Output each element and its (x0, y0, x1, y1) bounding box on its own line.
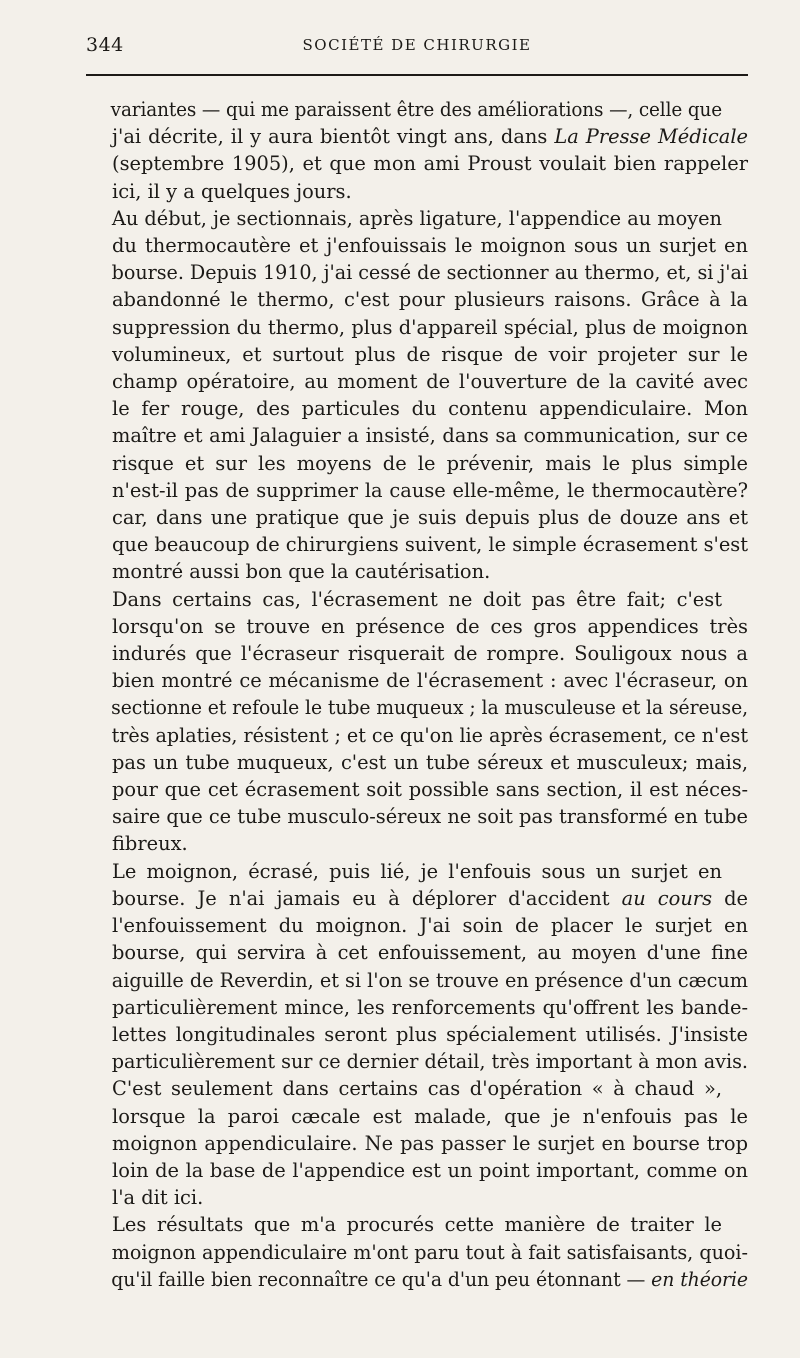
italic-text: en théorie (651, 1267, 748, 1291)
text-line: suppression du thermo, plus d'appareil spécial, plus de moignon (112, 315, 748, 339)
text-line: l'a dit ici. (112, 1186, 204, 1210)
paragraph (86, 96, 748, 205)
text-line: maître et ami Jalaguier a insisté, dans sa communication, sur ce (112, 424, 748, 448)
text-line: bourse. Je n'ai jamais eu à déplorer d'accident au cours de (112, 886, 748, 910)
paragraph (86, 858, 748, 1076)
text-line: variantes — qui me paraissent être des améliorations —, celle que (110, 98, 722, 121)
text-line: Le moignon, écrasé, puis lié, je l'enfouis sous un surjet en (112, 859, 722, 883)
text-line: l'enfouissement du moignon. J'ai soin de placer le surjet en (112, 914, 748, 938)
text-line: très aplaties, résistent ; et ce qu'on lie après écrasement, ce n'est (111, 723, 748, 747)
paragraph (86, 1211, 748, 1293)
text-line: C'est seulement dans certains cas d'opération « à chaud », (112, 1077, 722, 1101)
text-line: n'est-il pas de supprimer la cause elle-même, le thermocautère? (112, 478, 748, 502)
text-line: que beaucoup de chirurgiens suivent, le simple écrasement s'est (111, 533, 748, 557)
text-line: particulièrement sur ce dernier détail, très important à mon avis. (111, 1050, 748, 1074)
text-line: loin de la base de l'appendice est un point important, comme on (112, 1158, 748, 1182)
text-line: Les résultats que m'a procurés cette manière de traiter le (112, 1213, 722, 1237)
text-line: aiguille de Reverdin, et si l'on se trouve en présence d'un cæcum (111, 968, 748, 992)
text-line: pour que cet écrasement soit possible sans section, il est néces- (112, 778, 748, 802)
paragraph (86, 586, 748, 858)
text-line: particulièrement mince, les renforcements qu'offrent les bande- (112, 995, 748, 1019)
text-line: champ opératoire, au moment de l'ouverture de la cavité avec (112, 370, 748, 394)
text-line: moignon appendiculaire m'ont paru tout à fait satisfaisants, quoi- (111, 1240, 748, 1264)
header-rule (86, 74, 748, 76)
text-line: (septembre 1905), et que mon ami Proust voulait bien rappeler (112, 152, 748, 176)
text-line: pas un tube muqueux, c'est un tube séreux et musculeux; mais, (112, 750, 748, 774)
text-line: lorsque la paroi cæcale est malade, que je n'enfouis pas le (112, 1104, 748, 1128)
text-line: sectionne et refoule le tube muqueux ; la musculeuse et la séreuse, (111, 696, 749, 720)
text-line: j'ai décrite, il y aura bientôt vingt ans, dans La Presse Médicale (112, 125, 748, 149)
running-head (86, 34, 748, 58)
page-number: 344 (86, 34, 124, 56)
text-line: bourse. Depuis 1910, j'ai cessé de sectionner au thermo, et, si j'ai (111, 261, 748, 285)
paragraph (86, 1075, 748, 1211)
text-line: qu'il faille bien reconnaître ce qu'a d'un peu étonnant — en théorie (111, 1267, 748, 1291)
text-line: bien montré ce mécanisme de l'écrasement : avec l'écraseur, on (112, 669, 748, 693)
text-line: bourse, qui servira à cet enfouissement, au moyen d'une fine (112, 941, 748, 965)
text-line: volumineux, et surtout plus de risque de voir projeter sur le (112, 342, 748, 366)
text-line: car, dans une pratique que je suis depuis plus de douze ans et (112, 506, 748, 530)
italic-text: au cours (621, 886, 713, 910)
text-line: le fer rouge, des particules du contenu appendiculaire. Mon (112, 397, 748, 421)
text-line: abandonné le thermo, c'est pour plusieurs raisons. Grâce à la (112, 288, 748, 312)
text-line: lorsqu'on se trouve en présence de ces gros appendices très (112, 614, 748, 638)
text-line: moignon appendiculaire. Ne pas passer le surjet en bourse trop (112, 1131, 748, 1155)
text-line: indurés que l'écraseur risquerait de rompre. Souligoux nous a (112, 642, 748, 666)
italic-text: La Presse Médicale (554, 125, 748, 149)
running-title: SOCIÉTÉ DE CHIRURGIE (302, 36, 532, 54)
body-text (86, 96, 748, 1293)
text-line: Dans certains cas, l'écrasement ne doit pas être fait; c'est (112, 587, 722, 611)
text-line: saire que ce tube musculo-séreux ne soit pas transformé en tube (111, 805, 748, 829)
text-line: fibreux. (112, 832, 188, 856)
text-line: du thermocautère et j'enfouissais le moignon sous un surjet en (112, 234, 748, 258)
text-line: ici, il y a quelques jours. (112, 179, 352, 203)
paragraph (86, 205, 748, 586)
text-line: montré aussi bon que la cautérisation. (112, 560, 491, 584)
text-line: risque et sur les moyens de le prévenir, mais le plus simple (112, 451, 748, 475)
text-line: lettes longitudinales seront plus spécialement utilisés. J'insiste (112, 1022, 748, 1046)
text-line: Au début, je sectionnais, après ligature, l'appendice au moyen (111, 206, 723, 230)
